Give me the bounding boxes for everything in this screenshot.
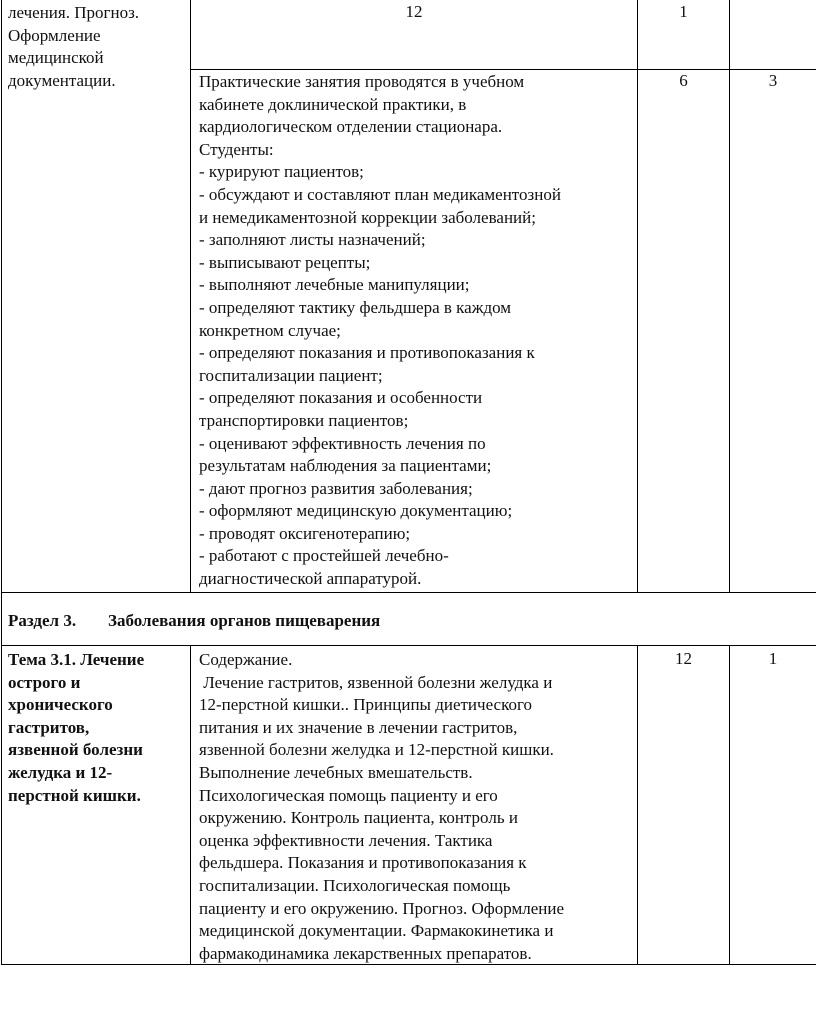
row-divider-2 bbox=[1, 592, 816, 593]
column-divider-2-lower bbox=[637, 645, 638, 964]
section-title: Заболевания органов пищеварения bbox=[108, 611, 381, 630]
level-cell-row1: 1 bbox=[679, 2, 688, 21]
section-label: Раздел 3. bbox=[8, 611, 77, 630]
row-divider-3 bbox=[1, 645, 816, 646]
topic-3-1-content: Содержание. Лечение гастритов, язвенной болезни желудка и 12-перстной кишки.. Принципы диетического питания и их значение в лечении гастритов, язвенной болезни желудка и 12-перстной кишки. Выполнение лечебных вмешательств. Психологическая помощь пациенту и его окружению. Контроль пациента, контроль и оценка эффективности лечения. Тактика фельдшера. Показания и противопоказания к госпитализации. Психологическая помощь пациенту и его окружению. Прогноз. Оформление медицинской документации. Фармакокинетика и фармакодинамика лекарственных препаратов. bbox=[199, 650, 565, 963]
column-divider-3-lower bbox=[729, 645, 730, 964]
table-border-left bbox=[1, 0, 2, 964]
hours-cell-row1: 12 bbox=[405, 2, 423, 21]
topic-3-1-title: Тема 3.1. Лечение острого и хронического гастритов, язвенной болезни желудка и 12- перстной кишки. bbox=[8, 650, 145, 805]
topic-fragment-cell: лечения. Прогноз. Оформление медицинской документации. bbox=[8, 3, 140, 90]
column-divider-1-lower bbox=[190, 645, 191, 964]
row-divider-1 bbox=[190, 69, 816, 70]
level-cell-topic-3-1: 1 bbox=[768, 649, 778, 668]
hours-cell-topic-3-1: 12 bbox=[675, 649, 692, 668]
practice-text-cell: Практические занятия проводятся в учебном кабинете доклинической практики, в кардиологическом отделении стационара. Студенты: - курируют пациентов; - обсуждают и составляют план медикаментозной и немедикаментозной коррекции заболеваний; - заполняют листы назначений; - выписывают рецепты; - выполняют лечебные манипуляции; - определяют тактику фельдшера в каждом конкретном случае; - определяют показания и противопоказания к госпитализации пациент; - определяют показания и особенности транспортировки пациентов; - оценивают эффективность лечения по результатам наблюдения за пациентами; - дают прогноз развития заболевания; - оформляют медицинскую документацию; - проводят оксигенотерапию; - работают с простейшей лечебно- диагностической аппаратурой. bbox=[199, 72, 561, 589]
column-divider-1-upper bbox=[190, 0, 191, 592]
level-cell-row2: 3 bbox=[768, 71, 778, 90]
hours-cell-row2: 6 bbox=[679, 71, 688, 90]
